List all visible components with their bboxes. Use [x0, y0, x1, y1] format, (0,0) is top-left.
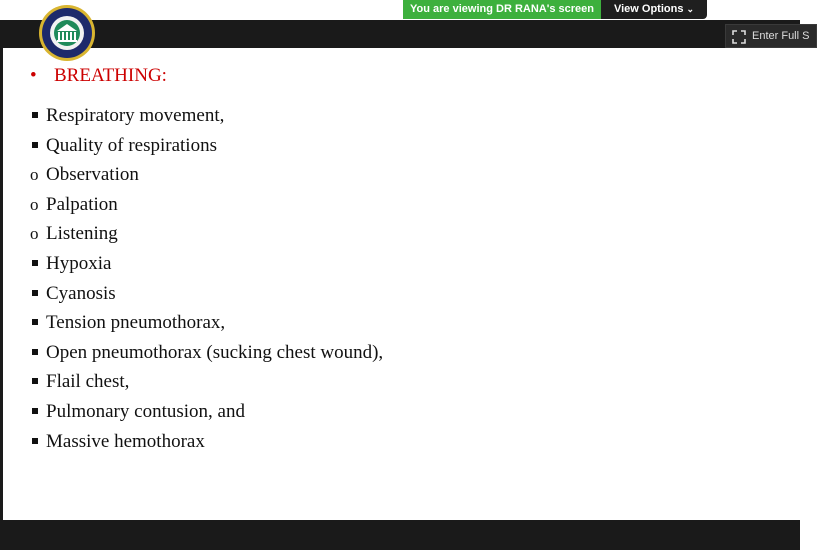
hollow-bullet-marker: o	[30, 194, 39, 214]
list-item	[30, 308, 383, 338]
chevron-down-icon: ⌄	[686, 4, 695, 14]
list-item-text: Palpation	[46, 193, 118, 215]
list-item	[30, 190, 383, 220]
list-item	[30, 249, 383, 279]
square-bullet-marker	[30, 310, 46, 340]
view-options-button[interactable]	[601, 0, 707, 19]
square-bullet-marker	[30, 251, 46, 281]
university-seal-logo	[33, 4, 101, 62]
viewing-screen-banner: You are viewing DR RANA's screen	[403, 0, 601, 19]
left-window-edge	[0, 20, 3, 520]
square-bullet-marker	[30, 429, 46, 459]
heading-bullet: •	[30, 65, 37, 86]
list-item	[30, 101, 383, 131]
slide-heading	[30, 62, 167, 90]
bullet-list	[30, 101, 383, 456]
enter-fullscreen-label: Enter Full S	[752, 30, 810, 42]
square-bullet-marker	[30, 340, 46, 370]
list-item	[30, 397, 383, 427]
list-item	[30, 427, 383, 457]
hollow-bullet-marker: o	[30, 224, 39, 244]
list-item	[30, 279, 383, 309]
meeting-top-bar	[0, 20, 800, 48]
square-bullet-marker	[30, 399, 46, 429]
list-item-text: Pulmonary contusion, and	[46, 400, 245, 422]
list-item	[30, 338, 383, 368]
square-bullet-marker	[30, 133, 46, 163]
list-item-text: Massive hemothorax	[46, 430, 205, 452]
square-bullet-marker	[30, 369, 46, 399]
list-item-text: Hypoxia	[46, 252, 112, 274]
fullscreen-icon	[732, 30, 746, 44]
list-item-text: Open pneumothorax (sucking chest wound),	[46, 341, 384, 363]
hollow-bullet-marker: o	[30, 165, 39, 185]
meeting-bottom-bar	[0, 520, 800, 550]
list-item-text: Tension pneumothorax,	[46, 312, 226, 334]
list-item-text: Respiratory movement,	[46, 105, 225, 126]
list-item-text: Observation	[46, 164, 139, 186]
list-item	[30, 367, 383, 397]
list-item-text: Listening	[46, 223, 118, 245]
list-item	[30, 160, 383, 190]
list-item-text: Quality of respirations	[46, 134, 217, 156]
list-item-text: Cyanosis	[46, 282, 116, 304]
square-bullet-marker	[30, 281, 46, 311]
list-item	[30, 219, 383, 249]
square-bullet-marker	[30, 103, 46, 133]
list-item-text: Flail chest,	[46, 371, 130, 393]
enter-fullscreen-button[interactable]	[725, 24, 817, 48]
view-options-label: View Options	[613, 3, 684, 15]
heading-text: BREATHING:	[54, 65, 167, 86]
list-item	[30, 131, 383, 161]
